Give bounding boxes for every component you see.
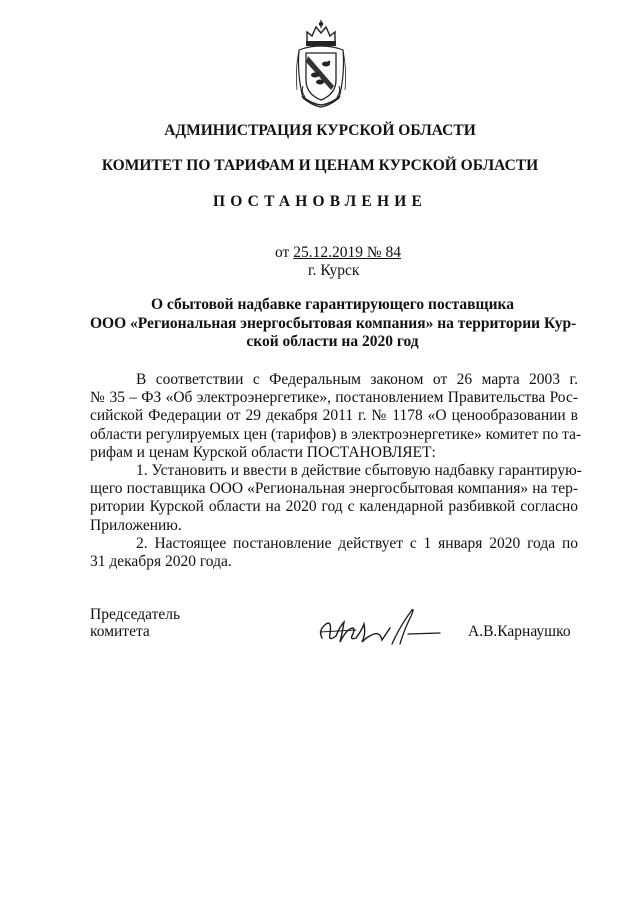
body-line: рифам и ценам Курской области ПОСТАНОВЛЯЕТ: xyxy=(90,443,436,461)
body-line: сийской Федерации от 29 декабря 2011 г. № 1178 «О ценообразовании в xyxy=(90,407,578,425)
date-prefix: от xyxy=(275,244,294,261)
number-label: № xyxy=(362,244,386,261)
body-line: Приложению. xyxy=(90,516,182,534)
position-line: комитета xyxy=(90,623,150,640)
body-line: 2. Настоящее постановление действует с 1 января 2020 года по xyxy=(136,534,578,552)
body-line: № 35 – ФЗ «Об электроэнергетике», постановлением Правительства Рос- xyxy=(90,389,578,407)
subject-line: ской области на 2020 год xyxy=(246,333,419,350)
administration-heading: АДМИНИСТРАЦИЯ КУРСКОЙ ОБЛАСТИ xyxy=(164,122,476,139)
body-line: ритории Курской области на 2020 год с календарной разбивкой согласно xyxy=(90,498,578,516)
document-subject xyxy=(90,296,575,352)
signatory-position xyxy=(90,606,180,640)
coat-of-arms-icon xyxy=(293,20,349,108)
body-line: области регулируемых цен (тарифов) в электроэнергетике» комитет по та- xyxy=(90,425,582,443)
document-dateline xyxy=(275,244,401,262)
document-number: 84 xyxy=(385,244,401,261)
subject-line: ООО «Региональная энергосбытовая компания» на территории Кур- xyxy=(90,314,577,332)
body-line: 1. Установить и ввести в действие сбытовую надбавку гарантирую- xyxy=(136,461,582,479)
body-line: В соответствии с Федеральным законом от 26 марта 2003 г. xyxy=(136,371,578,388)
document-type-heading: ПОСТАНОВЛЕНИЕ xyxy=(212,193,428,210)
subject-line: О сбытовой надбавке гарантирующего поставщика xyxy=(151,296,514,313)
body-line: щего поставщика ООО «Региональная энергосбытовая компания» на тер- xyxy=(90,480,578,498)
position-line: Председатель xyxy=(90,606,181,623)
signatory-name: А.В.Карнаушко xyxy=(468,623,571,640)
committee-heading: КОМИТЕТ ПО ТАРИФАМ И ЦЕНАМ КУРСКОЙ ОБЛАСТИ xyxy=(101,157,539,174)
document-city: г. Курск xyxy=(308,262,360,279)
handwritten-signature xyxy=(316,604,444,650)
document-date: 25.12.2019 xyxy=(293,244,363,261)
document-body xyxy=(90,371,582,571)
body-line: 31 декабря 2020 года. xyxy=(90,552,232,570)
